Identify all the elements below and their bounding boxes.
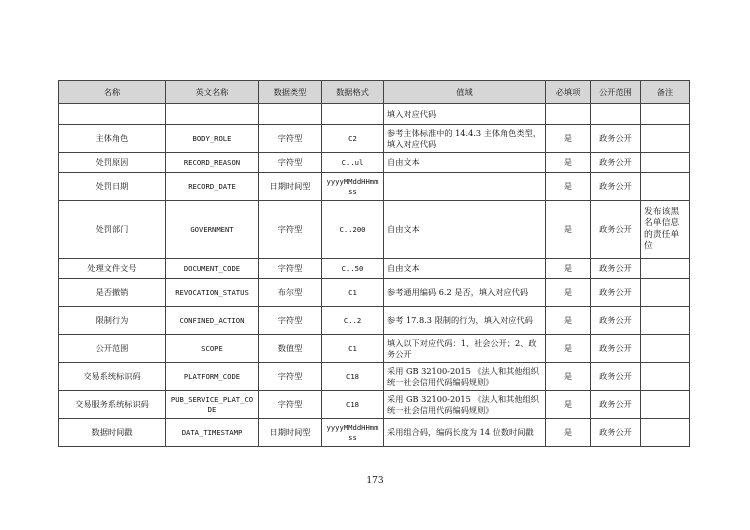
cell-english-name: GOVERNMENT [166,201,259,259]
cell-data-format: yyyyMMddHHmmss [322,173,384,201]
cell-data-type: 日期时间型 [259,419,322,447]
cell-required: 是 [546,201,591,259]
cell-note [641,419,690,447]
cell-english-name: DOCUMENT_CODE [166,259,259,279]
cell-required: 是 [546,279,591,307]
cell-value-domain: 采用 GB 32100-2015 《法人和其他组织统一社会信用代码编码规则》 [384,363,546,391]
cell-scope: 政务公开 [591,391,641,419]
header-required: 必填项 [546,81,591,104]
cell-data-type: 字符型 [259,201,322,259]
cell-english-name: RECORD_DATE [166,173,259,201]
cell-value-domain: 自由文本 [384,201,546,259]
cell-required: 是 [546,363,591,391]
spec-table [58,80,690,447]
cell-name: 公开范围 [59,335,166,363]
header-data-format: 数据格式 [322,81,384,104]
header-name: 名称 [59,81,166,104]
page-number: 173 [366,476,384,486]
cell-name: 处理文件文号 [59,259,166,279]
cell-data-type [259,104,322,125]
cell-required: 是 [546,391,591,419]
header-english-name: 英文名称 [166,81,259,104]
cell-english-name: SCOPE [166,335,259,363]
cell-note [641,335,690,363]
table-row [59,125,690,153]
table-row [59,419,690,447]
cell-name: 交易系统标识码 [59,363,166,391]
cell-name: 是否撤销 [59,279,166,307]
cell-note [641,125,690,153]
cell-required: 是 [546,419,591,447]
header-data-type: 数据类型 [259,81,322,104]
table-row [59,153,690,173]
cell-scope: 政务公开 [591,307,641,335]
cell-scope: 政务公开 [591,363,641,391]
cell-data-type: 布尔型 [259,279,322,307]
cell-data-type: 字符型 [259,391,322,419]
cell-note [641,307,690,335]
cell-data-type: 字符型 [259,125,322,153]
cell-data-format [322,104,384,125]
table-row [59,279,690,307]
cell-note [641,363,690,391]
header-value-domain: 值域 [384,81,546,104]
cell-english-name: PLATFORM_CODE [166,363,259,391]
cell-data-format: C1 [322,279,384,307]
table-row [59,307,690,335]
cell-data-format: C..2 [322,307,384,335]
cell-data-type: 字符型 [259,259,322,279]
cell-english-name [166,104,259,125]
header-scope: 公开范围 [591,81,641,104]
table-header-row [59,81,690,104]
cell-value-domain: 填入对应代码 [384,104,546,125]
cell-scope: 政务公开 [591,335,641,363]
cell-required: 是 [546,153,591,173]
cell-scope [591,104,641,125]
cell-required [546,104,591,125]
cell-note [641,173,690,201]
cell-english-name: BODY_ROLE [166,125,259,153]
header-note: 备注 [641,81,690,104]
table-row [59,335,690,363]
cell-note [641,153,690,173]
cell-note [641,259,690,279]
cell-data-type: 日期时间型 [259,173,322,201]
cell-english-name: RECORD_REASON [166,153,259,173]
cell-scope: 政务公开 [591,125,641,153]
cell-required: 是 [546,335,591,363]
cell-value-domain: 参考 17.8.3 限制的行为，填入对应代码 [384,307,546,335]
cell-scope: 政务公开 [591,153,641,173]
cell-value-domain: 参考主体标准中的 14.4.3 主体角色类型，填入对应代码 [384,125,546,153]
cell-value-domain: 填入以下对应代码：1、社会公开；2、政务公开 [384,335,546,363]
table-row [59,104,690,125]
cell-data-format: C..ul [322,153,384,173]
cell-data-format: C18 [322,363,384,391]
table-row [59,201,690,259]
cell-english-name: PUB_SERVICE_PLAT_CODE [166,391,259,419]
cell-value-domain: 采用 GB 32100-2015 《法人和其他组织统一社会信用代码编码规则》 [384,391,546,419]
cell-data-format: C..200 [322,201,384,259]
cell-required: 是 [546,307,591,335]
cell-data-format: yyyyMMddHHmmss [322,419,384,447]
table-row [59,391,690,419]
cell-english-name: CONFINED_ACTION [166,307,259,335]
cell-name: 限制行为 [59,307,166,335]
cell-name: 处罚部门 [59,201,166,259]
cell-data-type: 字符型 [259,307,322,335]
cell-name: 主体角色 [59,125,166,153]
table-row [59,173,690,201]
cell-data-type: 数值型 [259,335,322,363]
cell-note: 发布该黑名单信息的责任单位 [641,201,690,259]
cell-required: 是 [546,259,591,279]
table-row [59,259,690,279]
cell-scope: 政务公开 [591,173,641,201]
cell-value-domain: 自由文本 [384,153,546,173]
cell-scope: 政务公开 [591,259,641,279]
cell-value-domain: 参考通用编码 6.2 是否，填入对应代码 [384,279,546,307]
cell-data-type: 字符型 [259,153,322,173]
cell-data-format: C18 [322,391,384,419]
cell-english-name: REVOCATION_STATUS [166,279,259,307]
cell-data-format: C..50 [322,259,384,279]
cell-data-format: C2 [322,125,384,153]
cell-name: 处罚原因 [59,153,166,173]
cell-required: 是 [546,125,591,153]
cell-required: 是 [546,173,591,201]
cell-name: 数据时间戳 [59,419,166,447]
cell-name [59,104,166,125]
cell-data-type: 字符型 [259,363,322,391]
table-row [59,363,690,391]
cell-value-domain: 采用组合码，编码长度为 14 位数时间戳 [384,419,546,447]
cell-data-format: C1 [322,335,384,363]
cell-scope: 政务公开 [591,201,641,259]
cell-value-domain [384,173,546,201]
cell-note [641,279,690,307]
cell-value-domain: 自由文本 [384,259,546,279]
cell-name: 处罚日期 [59,173,166,201]
cell-note [641,391,690,419]
cell-name: 交易服务系统标识码 [59,391,166,419]
cell-english-name: DATA_TIMESTAMP [166,419,259,447]
cell-note [641,104,690,125]
cell-scope: 政务公开 [591,419,641,447]
cell-scope: 政务公开 [591,279,641,307]
